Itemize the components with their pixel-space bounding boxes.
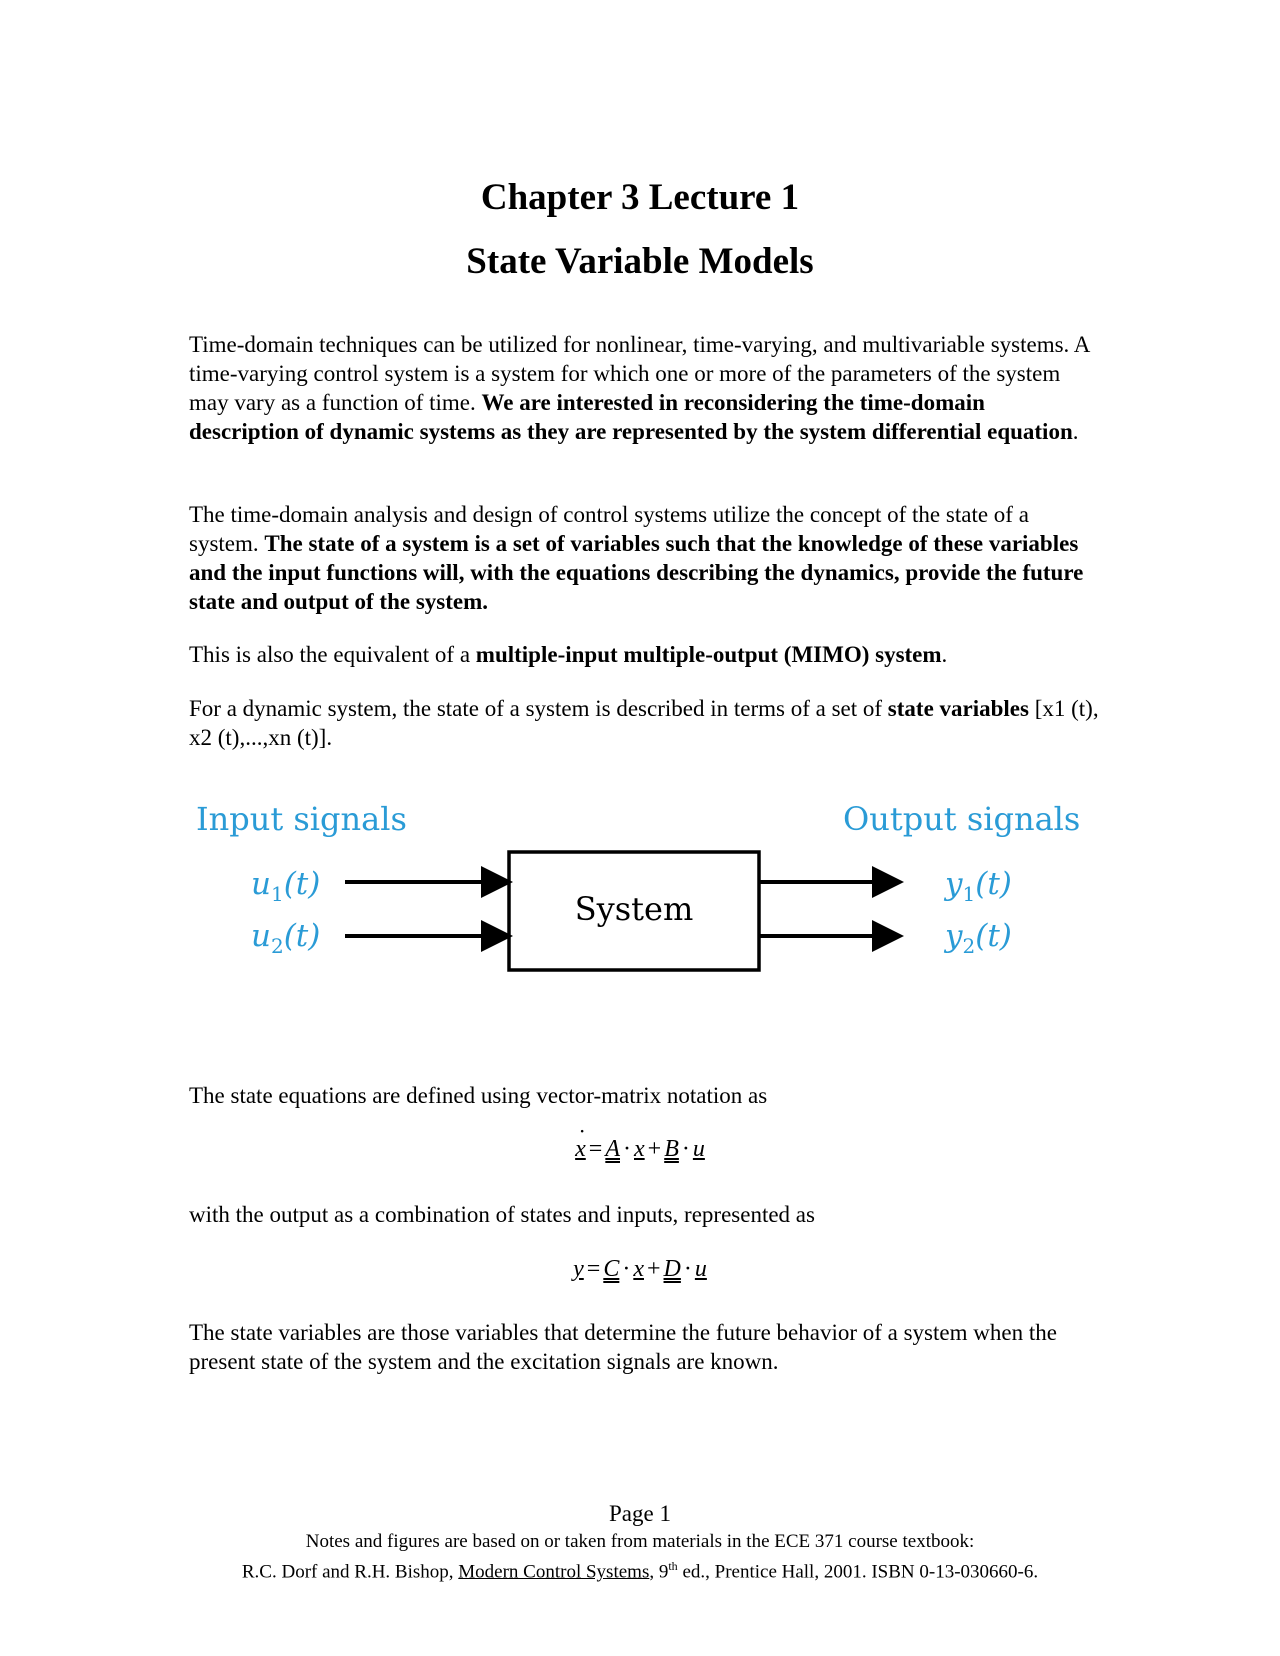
eq2-equals: =	[586, 1256, 601, 1282]
y1-arg: (t)	[975, 866, 1012, 902]
footer-edition-num: , 9	[649, 1561, 669, 1583]
eq2-vector-x: x	[633, 1256, 644, 1282]
state-concept-text: The time-domain analysis and design of control systems utilize the concept of the state of a system.	[189, 502, 1029, 556]
y1-var: y	[945, 866, 963, 902]
y2-var: y	[945, 918, 963, 954]
eq2-vector-y: y	[573, 1256, 584, 1282]
eq1-matrix-b: B	[664, 1136, 679, 1162]
mimo-bold: multiple-input multiple-output (MIMO) system	[475, 642, 942, 667]
state-definition-bold: The state of a system is a set of variables such that the knowledge of these variables and the input functions will, with the equations describing the dynamics, provide the future state and output of the system.	[189, 531, 1084, 614]
output-equation-intro: with the output as a combination of states and inputs, represented as	[189, 1202, 815, 1227]
eq1-vector-u: u	[692, 1136, 705, 1162]
u1-var: u	[251, 866, 271, 902]
intro-period: .	[1072, 419, 1079, 444]
eq1-xdot: ˙ x	[575, 1136, 586, 1162]
input-signal-u2	[251, 918, 320, 958]
eq2-plus: +	[646, 1256, 661, 1282]
u2-sub: 2	[270, 934, 284, 959]
footer-authors: R.C. Dorf and R.H. Bishop,	[241, 1561, 459, 1583]
output-equation	[0, 1254, 1280, 1284]
footer-edition-sup: th	[668, 1559, 678, 1573]
eq2-dot1: ·	[622, 1256, 631, 1282]
intro-text: Time-domain techniques can be utilized for nonlinear, time-varying, and multivariable systems. A time-varying control system is a system for which one or more of the parameters of the system may vary as a function of time.	[189, 332, 1090, 415]
u1-arg: (t)	[283, 866, 321, 902]
state-variables-definition: The state variables are those variables that determine the future behavior of a system when the present state of the system and the excitation signals are known.	[189, 1320, 1057, 1374]
eq2-dot2: ·	[683, 1256, 692, 1282]
state-equation	[0, 1134, 1280, 1164]
eq1-matrix-a: A	[605, 1136, 620, 1162]
eq2-vector-u: u	[694, 1256, 707, 1282]
input-signals-heading: Input signals	[196, 800, 407, 838]
footer-note-line1: Notes and figures are based on or taken from materials in the ECE 371 course textbook:	[305, 1531, 975, 1552]
mimo-period: .	[941, 642, 948, 667]
state-variables-bold: state variables	[887, 696, 1029, 721]
state-variables-paragraph	[189, 694, 1099, 752]
state-variables-list: [x1 (t), x2 (t),...,xn (t)].	[189, 696, 1099, 750]
eq2-matrix-d: D	[663, 1256, 681, 1282]
eq2-matrix-c: C	[603, 1256, 620, 1282]
eq1-dot1: ·	[623, 1136, 631, 1162]
footer-book-title: Modern Control Systems	[458, 1561, 650, 1583]
mimo-paragraph	[189, 640, 1099, 669]
u2-arg: (t)	[283, 918, 321, 954]
eq1-plus: +	[647, 1136, 662, 1162]
y1-sub: 1	[962, 882, 976, 907]
output-signals-heading: Output signals	[843, 800, 1081, 838]
state-variables-text: For a dynamic system, the state of a system is described in terms of a set of	[189, 696, 888, 721]
y2-arg: (t)	[975, 918, 1012, 954]
eq1-equals: =	[588, 1136, 603, 1162]
state-equations-intro: The state equations are defined using vector-matrix notation as	[189, 1083, 768, 1108]
system-label: System	[574, 890, 694, 928]
output-signal-y1	[945, 866, 1012, 906]
lecture-title: State Variable Models	[466, 241, 814, 282]
footer-publisher: ed., Prentice Hall, 2001. ISBN 0-13-030660-6.	[677, 1561, 1039, 1583]
y2-sub: 2	[962, 934, 976, 959]
eq1-dot2: ·	[681, 1136, 690, 1162]
eq1-vector-x: x	[634, 1136, 645, 1162]
intro-paragraph	[189, 330, 1099, 446]
output-signal-y2	[945, 918, 1012, 958]
footer-note-line2	[0, 1554, 1280, 1584]
page-number: Page 1	[609, 1501, 671, 1526]
state-concept-paragraph	[189, 500, 1099, 616]
u2-var: u	[251, 918, 271, 954]
intro-bold-text: We are interested in reconsidering the time-domain description of dynamic systems as they are represented by the system differential equation	[189, 390, 1073, 444]
u1-sub: 1	[270, 882, 284, 907]
input-signal-u1	[251, 866, 320, 906]
mimo-text: This is also the equivalent of a	[189, 642, 476, 667]
chapter-title: Chapter 3 Lecture 1	[480, 177, 800, 218]
